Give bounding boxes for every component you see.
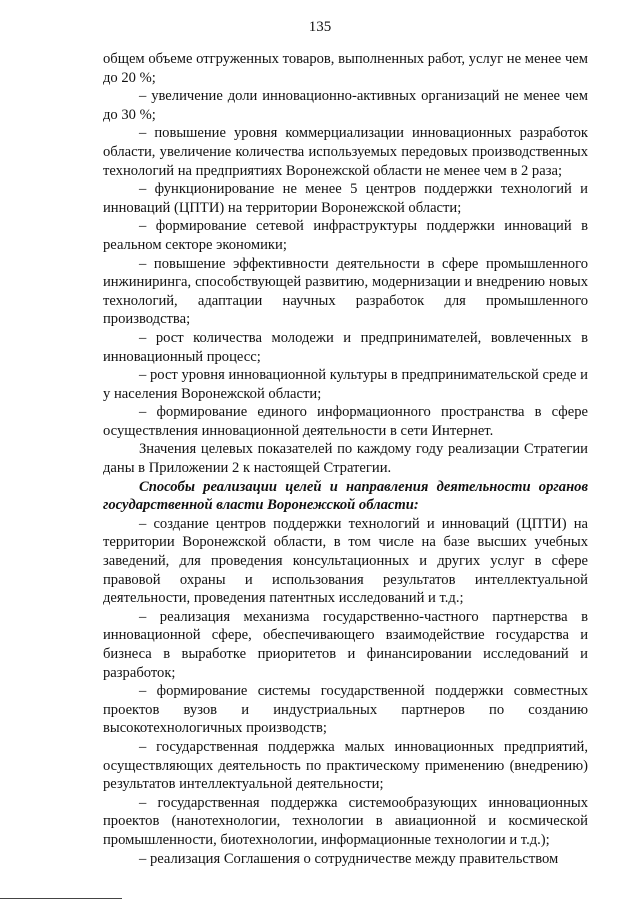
list-item-small-enterprise-support: – государственная поддержка малых инновационных предприятий, осуществляющих деятельность по практическому применению (внедрению) результатов интеллектуальной деятельности; (103, 738, 588, 793)
list-item-innovation-culture: – рост уровня инновационной культуры в предпринимательской среде и у населения Воронежской области; (103, 367, 588, 402)
document-body (103, 50, 588, 868)
list-item-system-projects-support: – государственная поддержка системообразующих инновационных проектов (нанотехнологии, технологии в авиационной и космической промышленности, биотехнологии, информационные технологии и т.д.); (103, 794, 588, 848)
list-item-information-space: – формирование единого информационного пространства в сфере осуществления инновационной деятельности в сети Интернет. (103, 404, 588, 439)
list-item-network-infrastructure: – формирование сетевой инфраструктуры поддержки инноваций в реальном секторе экономики; (103, 218, 588, 253)
list-item-create-cpti: – создание центров поддержки технологий и инноваций (ЦПТИ) на территории Воронежской области, в том числе на базе высших учебных заведений, для проведения консультационных и других услуг в сфере правовой охраны и использования результатов интеллектуальной деятельности, проведения патентных исследований и т.д.; (103, 515, 588, 607)
list-item-cooperation-agreement: – реализация Соглашения о сотрудничестве между правительством (139, 850, 559, 867)
list-item-commercialization-level: – повышение уровня коммерциализации инновационных разработок области, увеличение количества используемых передовых производственных технологий на предприятиях Воронежской области не менее чем в 2 раза; (103, 125, 588, 179)
list-item-industrial-engineering: – повышение эффективности деятельности в сфере промышленного инжиниринга, способствующей развитию, модернизации и внедрению новых технологий, адаптации научных разработок для промышленного производства; (103, 255, 588, 328)
list-item-cpti-centers: – функционирование не менее 5 центров поддержки технологий и инноваций (ЦПТИ) на территории Воронежской области; (103, 181, 588, 216)
paragraph-continuation: общем объеме отгруженных товаров, выполненных работ, услуг не менее чем до 20 %; (103, 51, 588, 86)
paragraph-target-indicators: Значения целевых показателей по каждому году реализации Стратегии даны в Приложении 2 к настоящей Стратегии. (103, 441, 588, 477)
page-number: 135 (308, 19, 332, 35)
footer-divider (0, 898, 122, 899)
list-item-joint-university-projects: – формирование системы государственной поддержки совместных проектов вузов и индустриальных партнеров по созданию высокотехнологичных производств; (103, 683, 588, 737)
list-item-youth-entrepreneurs: – рост количества молодежи и предпринимателей, вовлеченных в инновационный процесс; (103, 329, 588, 365)
list-item-public-private-partnership: – реализация механизма государственно-частного партнерства в инновационной сфере, обеспечивающего взаимодействие государства и бизнеса в выработке приоритетов и финансировании исследований и разработок; (103, 608, 588, 681)
list-item-innovative-organizations-share: – увеличение доли инновационно-активных организаций не менее чем до 30 %; (103, 88, 588, 123)
section-heading: Способы реализации целей и направления деятельности органов государственной власти Воронежской области: (103, 478, 588, 514)
